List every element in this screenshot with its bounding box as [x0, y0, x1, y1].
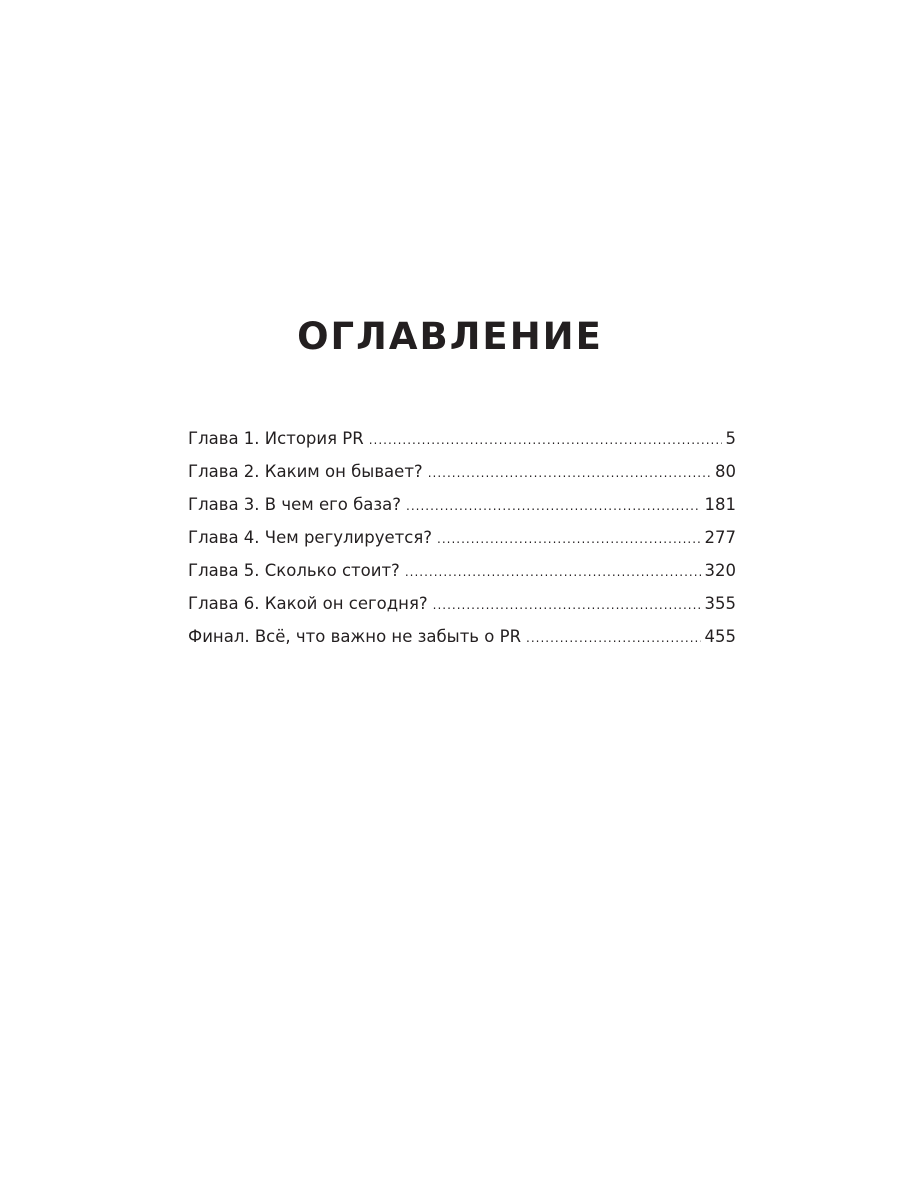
- toc-entry-page-number: 277: [704, 528, 736, 547]
- dot-leader: [405, 556, 701, 589]
- dot-leader: [526, 622, 700, 655]
- dot-leader: [428, 457, 711, 490]
- toc-entry-page-number: 455: [704, 627, 736, 646]
- dot-leader: [433, 589, 701, 622]
- toc-entry-title: Глава 4. Чем регулируется?: [188, 528, 433, 547]
- toc-entry-page-number: 181: [704, 495, 736, 514]
- toc-entry-title: Глава 2. Каким он бывает?: [188, 462, 423, 481]
- page-title: ОГЛАВЛЕНИЕ: [297, 314, 603, 358]
- toc-entry[interactable]: [188, 521, 736, 554]
- toc-entry-title: Финал. Всё, что важно не забыть о PR: [188, 627, 522, 646]
- dot-leader: [406, 490, 700, 523]
- toc-entry[interactable]: [188, 488, 736, 521]
- toc-entry-page-number: 355: [704, 594, 736, 613]
- table-of-contents: [188, 422, 736, 653]
- toc-entry-page-number: 5: [725, 429, 736, 448]
- dot-leader: [369, 424, 722, 457]
- dot-leader: [437, 523, 700, 556]
- toc-entry-title: Глава 3. В чем его база?: [188, 495, 402, 514]
- toc-entry-title: Глава 1. История PR: [188, 429, 364, 448]
- toc-entry[interactable]: [188, 620, 736, 653]
- toc-entry[interactable]: [188, 554, 736, 587]
- toc-entry[interactable]: [188, 422, 736, 455]
- toc-entry-page-number: 320: [704, 561, 736, 580]
- toc-entry-title: Глава 5. Сколько стоит?: [188, 561, 400, 580]
- toc-entry[interactable]: [188, 455, 736, 488]
- toc-entry[interactable]: [188, 587, 736, 620]
- toc-entry-page-number: 80: [715, 462, 736, 481]
- toc-entry-title: Глава 6. Какой он сегодня?: [188, 594, 428, 613]
